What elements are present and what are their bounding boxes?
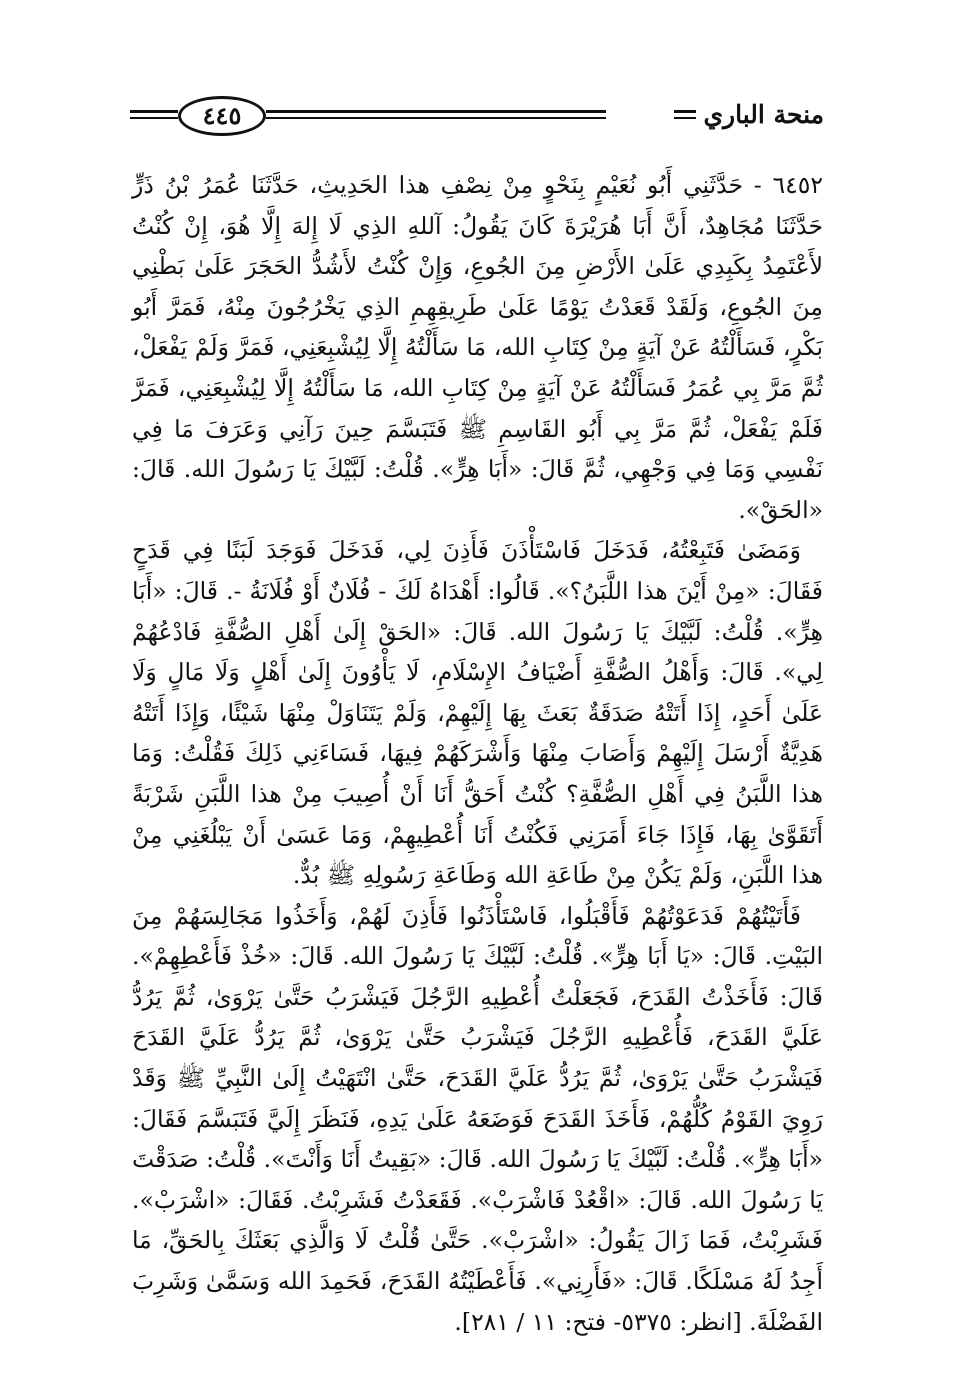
hadith-text [132,165,823,1342]
header-rule-long-bottom [266,117,606,119]
page-number-badge [178,96,266,136]
header-rule-left-top [130,110,178,113]
header-rule-right-bottom [674,117,696,119]
book-title: منحة الباري [703,100,824,129]
paragraph-ahl-al-suffa: فَأَتَيْتُهُمْ فَدَعَوْتُهُمْ فَأَقْبَلُوا، فَاسْتَأْذَنُوا فَأَذِنَ لَهُمْ، وَأَخَذُوا مَجَالِسَهُمْ مِنَ البَيْتِ. قَالَ: «يَا أَبَا هِرٍّ». قُلْتُ: لَبَّيْكَ يَا رَسُولَ الله. قَالَ: «خُذْ فَأَعْطِهِمْ». قَالَ: فَأَخَذْتُ القَدَحَ، فَجَعَلْتُ أُعْطِيهِ الرَّجُلَ فَيَشْرَبُ حَتَّىٰ يَرْوَىٰ، ثُمَّ يَرُدُّ عَلَيَّ القَدَحَ، فَأُعْطِيهِ الرَّجُلَ فَيَشْرَبُ حَتَّىٰ يَرْوَىٰ، ثُمَّ يَرُدُّ عَلَيَّ القَدَحَ فَيَشْرَبُ حَتَّىٰ يَرْوَىٰ، ثُمَّ يَرُدُّ عَلَيَّ القَدَحَ، حَتَّىٰ انْتَهَيْتُ إِلَىٰ النَّبِيِّ ﷺ وَقَدْ رَوِيَ القَوْمُ كُلُّهُمْ، فَأَخَذَ القَدَحَ فَوَضَعَهُ عَلَىٰ يَدِهِ، فَنَظَرَ إِلَيَّ فَتَبَسَّمَ فَقَالَ: «أَبَا هِرٍّ». قُلْتُ: لَبَّيْكَ يَا رَسُولَ الله. قَالَ: «بَقِيتُ أَنَا وَأَنْتَ». قُلْتُ: صَدَقْتَ يَا رَسُولَ الله. قَالَ: «اقْعُدْ فَاشْرَبْ». فَقَعَدْتُ فَشَرِبْتُ. فَقَالَ: «اشْرَبْ». فَشَرِبْتُ، فَمَا زَالَ يَقُولُ: «اشْرَبْ». حَتَّىٰ قُلْتُ لَا وَالَّذِي بَعَثَكَ بِالحَقِّ، مَا أَجِدُ لَهُ مَسْلَكًا. قَالَ: «فَأَرِنِي». فَأَعْطَيْتُهُ القَدَحَ، فَحَمِدَ الله وَسَمَّىٰ وَشَرِبَ الفَضْلَةَ. [انظر: ٥٣٧٥- فتح: ١١ / ٢٨١]. [132,901,823,1336]
paragraph-hadith-opening: ٦٤٥٢ - حَدَّثَنِي أَبُو نُعَيْمٍ بِنَحْوٍ مِنْ نِصْفِ هذا الحَدِيثِ، حَدَّثَنَا عُمَرُ بْنُ ذَرٍّ حَدَّثَنَا مُجَاهِدٌ، أَنَّ أَبَا هُرَيْرَةَ كَانَ يَقُولُ: آللهِ الذِي لَا إِلهَ إِلَّا هُوَ، إِنْ كُنْتُ لأَعْتَمِدُ بِكَبِدِي عَلَىٰ الأَرْضِ مِنَ الجُوعِ، وَإِنْ كُنْتُ لأَشُدُّ الحَجَرَ عَلَىٰ بَطْنِي مِنَ الجُوعِ، وَلَقَدْ قَعَدْتُ يَوْمًا عَلَىٰ طَرِيقِهِمِ الذِي يَخْرُجُونَ مِنْهُ، فَمَرَّ أَبُو بَكْرٍ، فَسَأَلْتُهُ عَنْ آيَةٍ مِنْ كِتَابِ الله، مَا سَأَلْتُهُ إِلَّا لِيُشْبِعَنِي، فَمَرَّ وَلَمْ يَفْعَلْ، ثُمَّ مَرَّ بِي عُمَرُ فَسَأَلْتُهُ عَنْ آيَةٍ مِنْ كِتَابِ الله، مَا سَأَلْتُهُ إِلَّا لِيُشْبِعَنِي، فَمَرَّ فَلَمْ يَفْعَلْ، ثُمَّ مَرَّ بِي أَبُو القَاسِمِ ﷺ فَتَبَسَّمَ حِينَ رَآنِي وَعَرَفَ مَا فِي نَفْسِي وَمَا فِي وَجْهِي، ثُمَّ قَالَ: «أَبَا هِرٍّ». قُلْتُ: لَبَّيْكَ يَا رَسُولَ الله. قَالَ: «الحَقْ». [132,171,823,524]
page-number: ٤٤٥ [202,101,242,130]
page-header [130,96,824,140]
header-rule-right-top [674,110,696,113]
header-rule-long-top [266,110,606,113]
header-rule-left-bottom [130,117,178,119]
paragraph-milk-cup: وَمَضَىٰ فَتَبِعْتُهُ، فَدَخَلَ فَاسْتَأْذَنَ فَأَذِنَ لِي، فَدَخَلَ فَوَجَدَ لَبَنًا فِي قَدَحٍ فَقَالَ: «مِنْ أَيْنَ هذا اللَّبَنُ؟». قَالُوا: أَهْدَاهُ لَكَ - فُلَانٌ أَوْ فُلَانَةُ -. قَالَ: «أَبَا هِرٍّ». قُلْتُ: لَبَّيْكَ يَا رَسُولَ الله. قَالَ: «الحَقْ إِلَىٰ أَهْلِ الصُّفَّةِ فَادْعُهُمْ لِي». قَالَ: وَأَهْلُ الصُّفَّةِ أَضْيَافُ الإِسْلَامِ، لَا يَأْوُونَ إِلَىٰ أَهْلٍ وَلَا مَالٍ وَلَا عَلَىٰ أَحَدٍ، إِذَا أَتَتْهُ صَدَقَةٌ بَعَثَ بِهَا إِلَيْهِمْ، وَلَمْ يَتَنَاوَلْ مِنْهَا شَيْئًا، وَإِذَا أَتَتْهُ هَدِيَّةٌ أَرْسَلَ إِلَيْهِمْ وَأَصَابَ مِنْهَا وَأَشْرَكَهُمْ فِيهَا، فَسَاءَنِي ذَلِكَ فَقُلْتُ: وَمَا هذا اللَّبَنُ فِي أَهْلِ الصُّفَّةِ؟ كُنْتُ أَحَقُّ أَنَا أَنْ أُصِيبَ مِنْ هذا اللَّبَنِ شَرْبَةً أَتَقَوَّىٰ بِهَا، فَإِذَا جَاءَ أَمَرَنِي فَكُنْتُ أَنَا أُعْطِيهِمْ، وَمَا عَسَىٰ أَنْ يَبْلُغَنِي مِنْ هذا اللَّبَنِ، وَلَمْ يَكُنْ مِنْ طَاعَةِ الله وَطَاعَةِ رَسُولِهِ ﷺ بُدٌّ. [132,536,823,890]
